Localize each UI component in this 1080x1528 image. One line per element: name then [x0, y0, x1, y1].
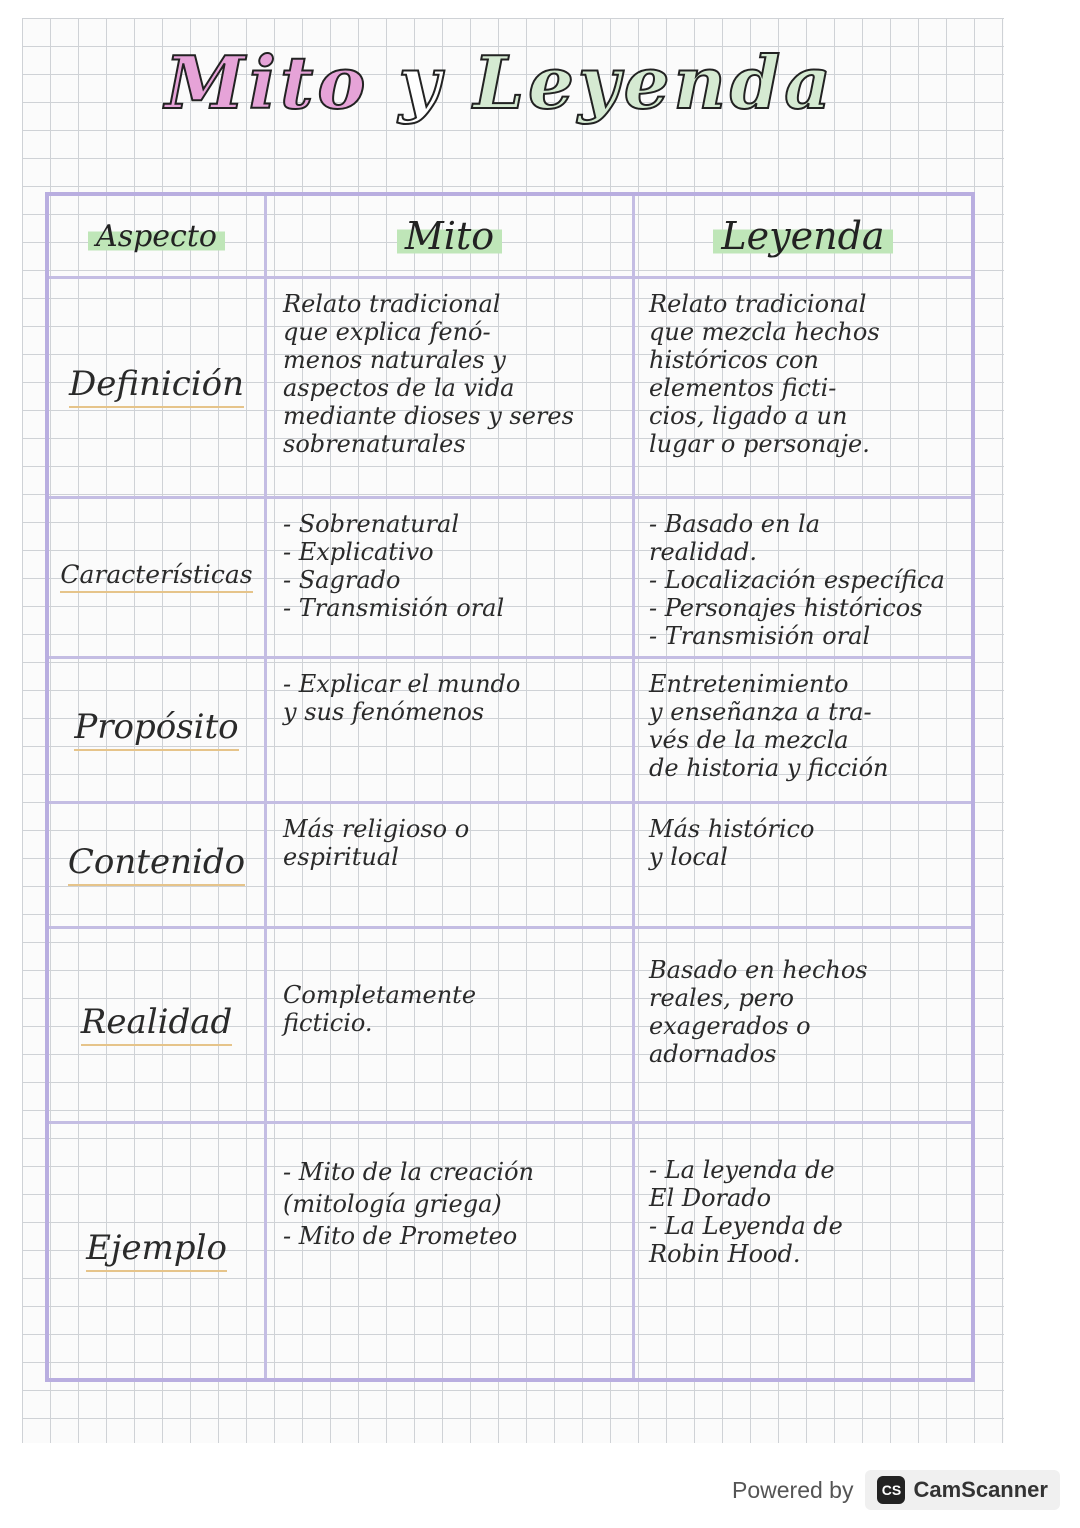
leyenda-cell: - Basado en la realidad. - Localización específica - Personajes históricos - Transmisión oral [649, 510, 945, 650]
camscanner-watermark: Powered by CS CamScanner [732, 1470, 1060, 1510]
header-aspecto: Aspecto [88, 219, 225, 254]
header-row [49, 196, 971, 279]
header-mito: Mito [397, 214, 502, 258]
table-row [49, 801, 971, 929]
row-aspect: Ejemplo [86, 1228, 227, 1272]
table-row [49, 276, 971, 499]
table-row [49, 496, 971, 659]
mito-cell: - Explicar el mundo y sus fenómenos [267, 656, 635, 801]
leyenda-cell: Entretenimiento y enseñanza a tra- vés de la mezcla de historia y ficción [649, 670, 889, 782]
mito-cell: Completamente ficticio. [267, 926, 635, 1121]
mito-cell: - Sobrenatural - Explicativo - Sagrado - Transmisión oral [267, 496, 635, 656]
row-aspect: Realidad [81, 1002, 233, 1046]
row-aspect: Contenido [68, 842, 245, 886]
mito-cell: - Mito de la creación (mitología griega) - Mito de Prometeo [267, 1121, 635, 1378]
leyenda-cell: Más histórico y local [649, 815, 815, 871]
row-aspect: Definición [69, 364, 244, 408]
leyenda-cell: Relato tradicional que mezcla hechos históricos con elementos ficti- cios, ligado a un lugar o personaje. [649, 290, 880, 458]
page-title: Mito y Leyenda [165, 40, 835, 125]
table-row [49, 656, 971, 804]
table-row [49, 926, 971, 1124]
camscanner-logo-icon: CS [877, 1476, 905, 1504]
header-leyenda: Leyenda [713, 214, 892, 258]
mito-cell: Relato tradicional que explica fenó- menos naturales y aspectos de la vida mediante dioses y seres sobrenaturales [267, 276, 635, 496]
leyenda-cell: - La leyenda de El Dorado - La Leyenda de Robin Hood. [649, 1156, 843, 1268]
row-aspect: Características [60, 560, 252, 593]
leyenda-cell: Basado en hechos reales, pero exagerados o adornados [649, 956, 868, 1068]
row-aspect: Propósito [74, 707, 238, 751]
table-row [49, 1121, 971, 1378]
mito-cell: Más religioso o espiritual [267, 801, 635, 926]
comparison-table [45, 192, 975, 1382]
